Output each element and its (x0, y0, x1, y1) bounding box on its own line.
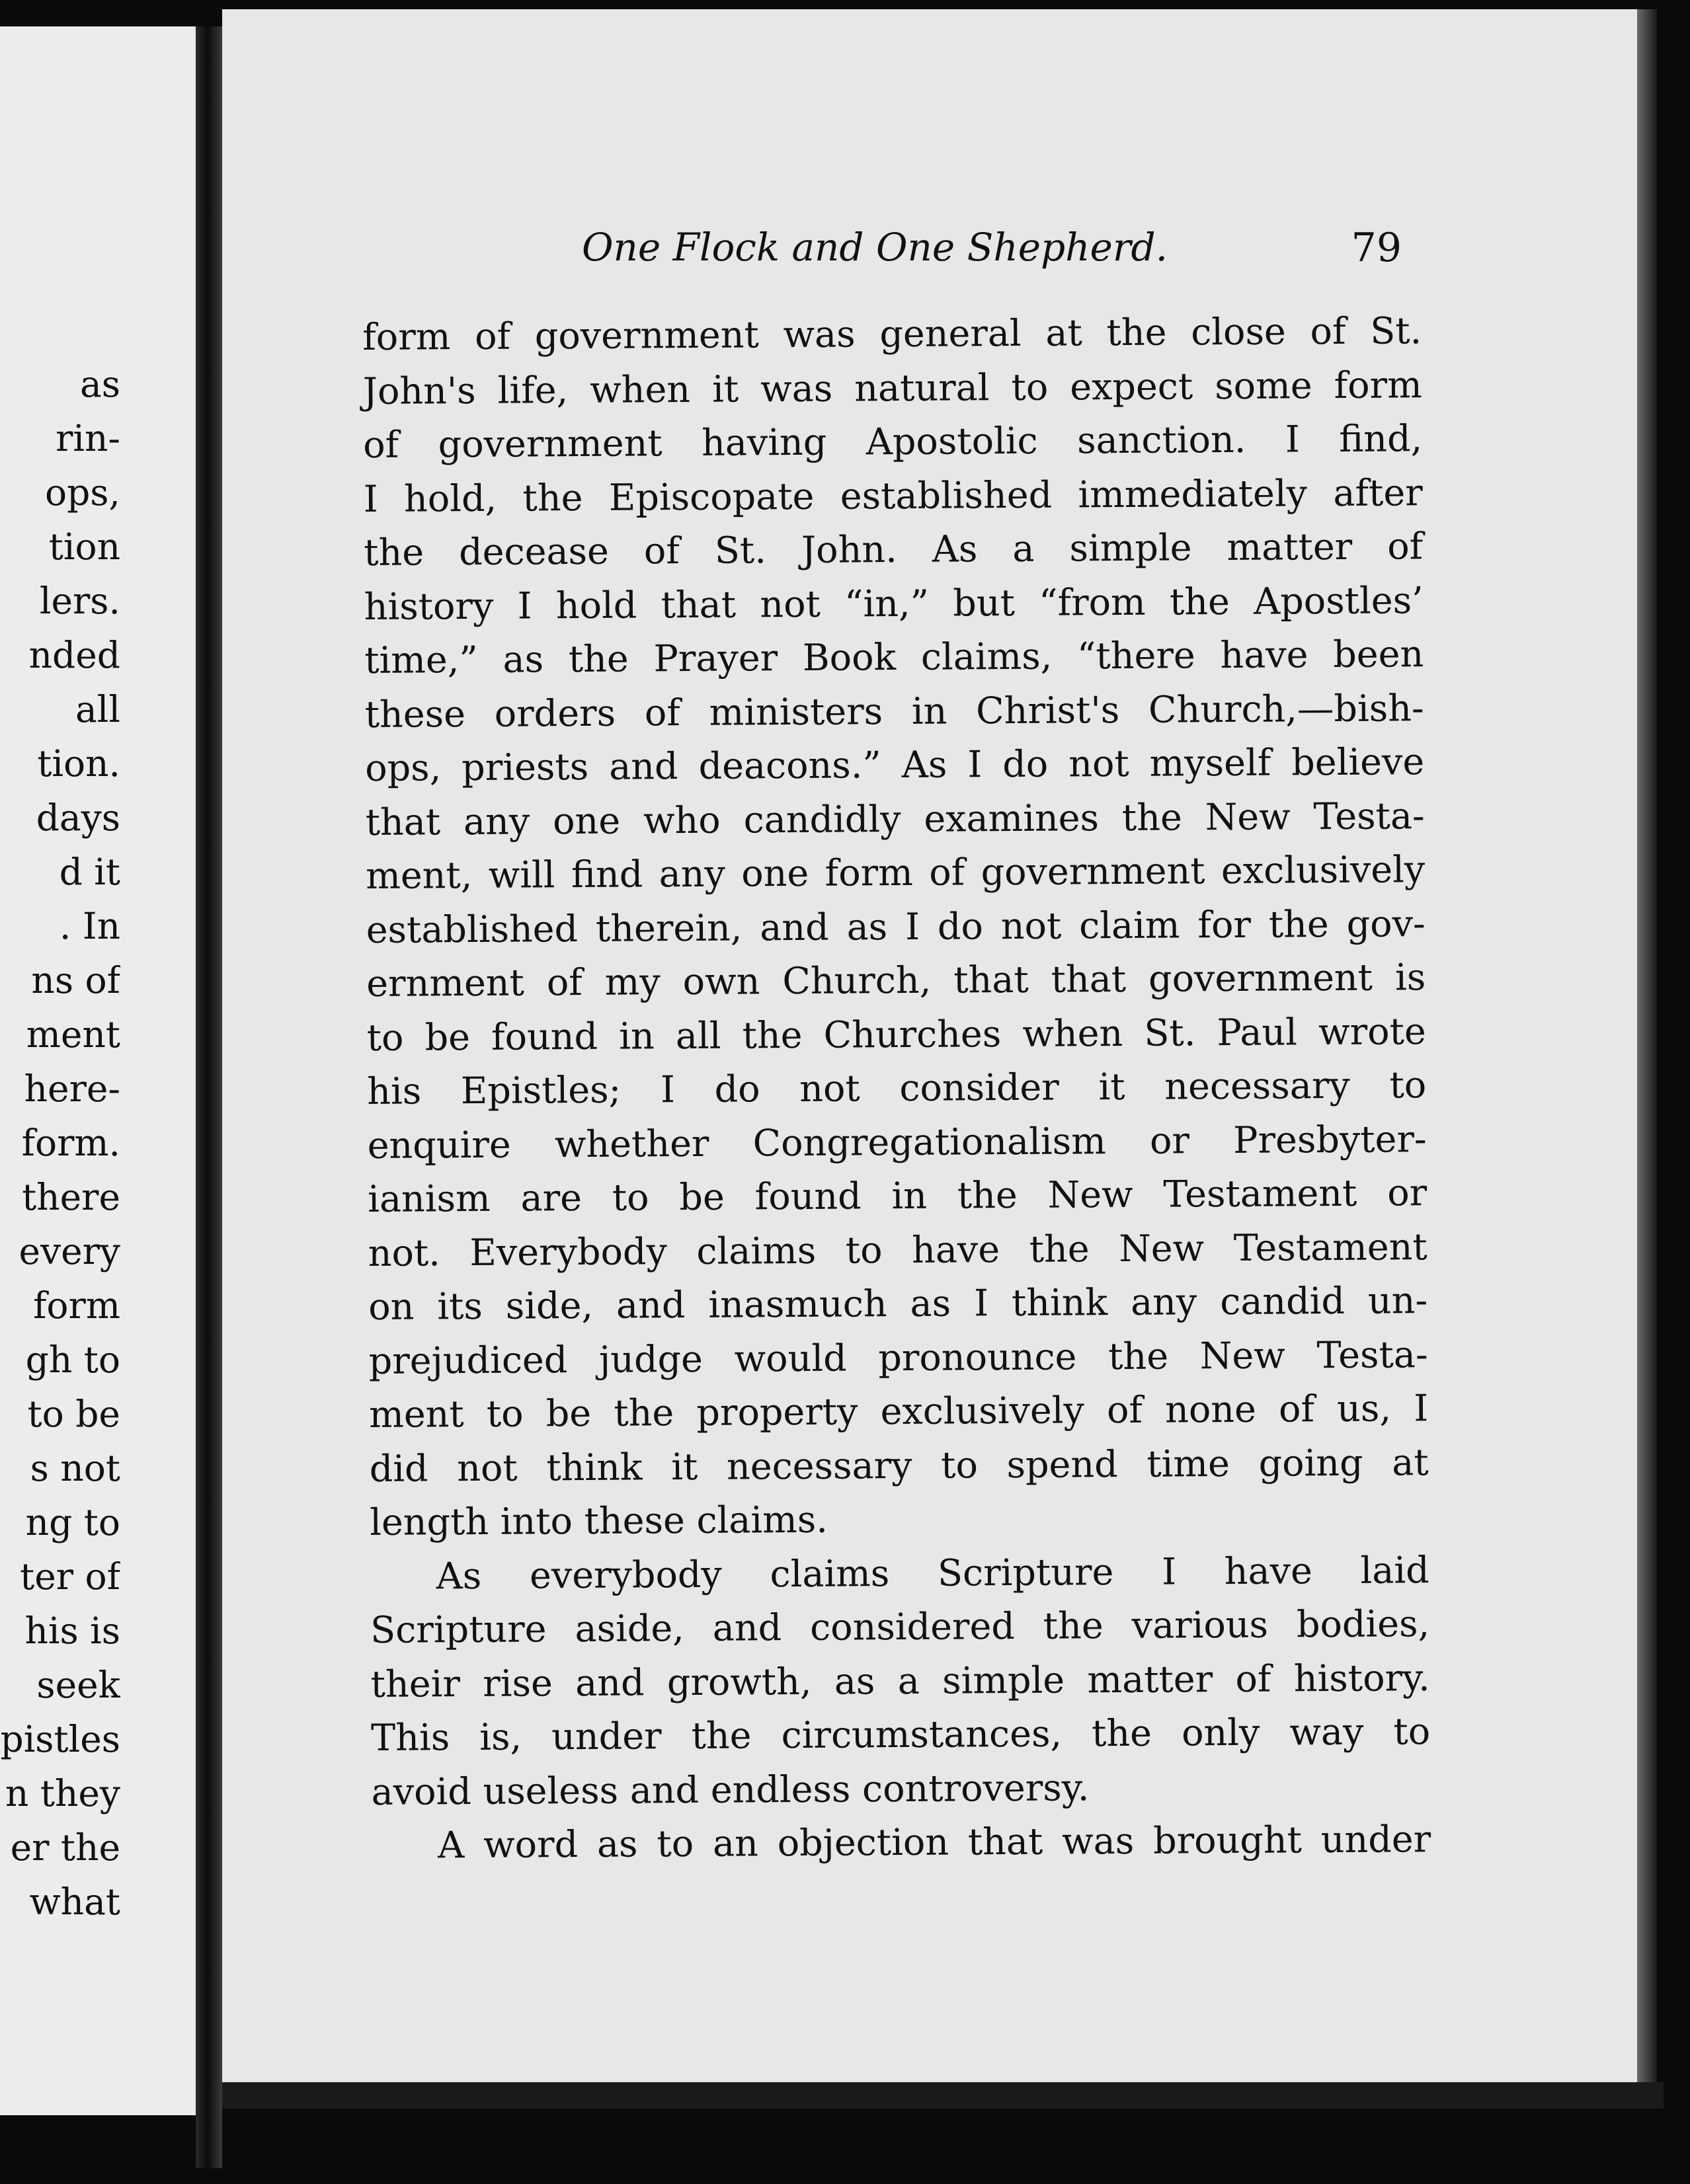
text-line: As everybody claims Scripture I have laid (436, 1548, 1429, 1598)
left-fragment: ns of (31, 959, 120, 1001)
left-fragment: s not (30, 1447, 120, 1489)
left-fragment: days (36, 797, 120, 839)
text-line: ment, will find any one form of government exclusively (366, 848, 1426, 898)
page-number: 79 (1351, 225, 1402, 271)
left-fragment: ter of (20, 1555, 120, 1598)
text-line: ops, priests and deacons.” As I do not myself believe (365, 740, 1425, 790)
left-fragment: rin- (56, 417, 120, 459)
text-line: ment to be the property exclusively of none of us, I (369, 1387, 1429, 1436)
left-fragment: lers. (39, 580, 120, 622)
left-fragment: to be (27, 1393, 120, 1435)
left-fragment: nded (28, 634, 120, 676)
left-fragment: tion. (37, 742, 120, 785)
text-line: ernment of my own Church, that that government is (366, 956, 1426, 1005)
left-fragment: pistles (0, 1718, 120, 1760)
text-line: to be found in all the Churches when St. Paul wrote (366, 1009, 1426, 1060)
text-line: time,” as the Prayer Book claims, “there have been (364, 633, 1424, 682)
left-fragment: gh to (25, 1339, 120, 1381)
text-line: these orders of ministers in Christ's Church,—bish- (364, 686, 1424, 736)
text-line: ianism are to be found in the New Testament or (368, 1171, 1428, 1221)
left-fragment: here- (24, 1068, 120, 1110)
text-line: length into these claims. (370, 1498, 828, 1544)
text-line: I hold, the Episcopate established immediately after (363, 471, 1423, 521)
text-line: their rise and growth, as a simple matter of history. (370, 1656, 1430, 1706)
text-line: that any one who candidly examines the New Testa- (365, 794, 1425, 844)
text-line: avoid useless and endless controversy. (371, 1766, 1090, 1814)
text-line: A word as to an objection that was brought under (437, 1818, 1431, 1867)
left-fragment: ops, (44, 471, 120, 514)
left-fragment: as (79, 363, 120, 405)
page-edge (1637, 9, 1657, 2085)
left-fragment: er the (10, 1826, 120, 1869)
running-title: One Flock and One Shepherd. (582, 225, 1168, 270)
page-bottom-shadow (222, 2082, 1664, 2109)
text-line: This is, under the circumstances, the only way to (370, 1710, 1431, 1760)
text-line: the decease of St. John. As a simple matter of (364, 525, 1424, 574)
book-gutter (196, 26, 222, 2168)
text-line: John's life, when it was natural to expect some form (362, 363, 1422, 413)
left-fragment: n they (5, 1772, 120, 1814)
left-fragment: d it (59, 851, 120, 893)
text-line: of government having Apostolic sanction. I find, (363, 417, 1423, 467)
left-fragment: ng to (25, 1501, 120, 1543)
body-text (362, 304, 1431, 1873)
left-fragment: every (19, 1230, 120, 1272)
text-line: form of government was general at the close of St. (362, 309, 1422, 359)
text-line: Scripture aside, and considered the various bodies, (370, 1602, 1430, 1652)
text-line: his Epistles; I do not consider it necessary to (367, 1064, 1427, 1113)
left-fragment: . In (59, 905, 120, 947)
text-line: history I hold that not “in,” but “from the Apostles’ (364, 578, 1424, 629)
left-fragment: form. (21, 1122, 120, 1164)
text-line: established therein, and as I do not claim for the gov- (366, 902, 1426, 952)
left-fragment: tion (48, 526, 120, 568)
running-header (582, 225, 1402, 278)
left-fragment: ment (26, 1013, 120, 1056)
text-line: did not think it necessary to spend time going at (369, 1440, 1429, 1491)
left-fragment: his is (24, 1610, 120, 1652)
left-page-text-fragments (0, 357, 120, 1929)
text-line: on its side, and inasmuch as I think any candid un- (368, 1279, 1428, 1329)
left-fragment: there (22, 1176, 120, 1218)
left-page (0, 26, 198, 2115)
left-fragment: what (29, 1881, 120, 1923)
left-fragment: seek (36, 1664, 120, 1706)
left-fragment: form (33, 1284, 120, 1327)
text-line: not. Everybody claims to have the New Testament (368, 1225, 1428, 1275)
text-line: prejudiced judge would pronounce the New Testa- (368, 1333, 1428, 1383)
text-line: enquire whether Congregationalism or Presbyter- (367, 1117, 1427, 1167)
left-fragment: all (75, 688, 120, 730)
